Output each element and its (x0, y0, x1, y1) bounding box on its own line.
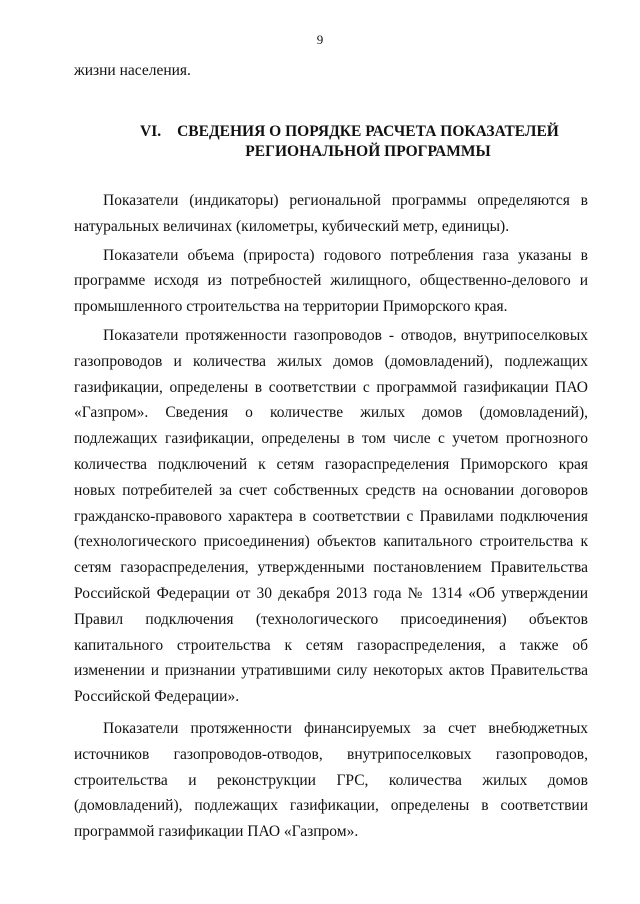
paragraph-extrabudgetary: Показатели протяженности финансируемых за счет внебюджетных источников газопроводов-отводов, внутрипоселковых газопроводов, строительства и реконструкции ГРС, количества жилых домов (домовладений), подлежащих газификации, определены в соответствии программой газификации ПАО «Газпром». (74, 719, 588, 841)
section-number: VI. (140, 123, 162, 140)
paragraph-pipeline-length: Показатели протяженности газопроводов - отводов, внутрипоселковых газопроводов и количества жилых домов (домовладений), подлежащих газификации, определены в соответствии с программой газификации ПАО «Газпром». Сведения о количестве жилых домов (домовладений), подлежащих газификации, определены в том числе с учетом прогнозного количества подключений к сетям газораспределения Приморского края новых потребителей за счет собственных средств на основании договоров гражданско-правового характера в соответствии с Правилами подключения (технологического присоединения) объектов капитального строительства к сетям газораспределения, утвержденными постановлением Правительства Российской Федерации от 30 декабря 2013 года № 1314 «Об утверждении Правил подключения (технологического присоединения) объектов капитального строительства к сетям газораспределения, а также об изменении и признании утратившими силу некоторых актов Правительства Российской Федерации». (74, 326, 588, 706)
paragraph-gas-consumption: Показатели объема (прироста) годового потребления газа указаны в программе исходя из потребностей жилищного, общественно-делового и промышленного строительства на территории Приморского края. (74, 246, 588, 316)
section-title: СВЕДЕНИЯ О ПОРЯДКЕ РАСЧЕТА ПОКАЗАТЕЛЕЙ РЕГИОНАЛЬНОЙ ПРОГРАММЫ (177, 123, 559, 160)
page-number: 9 (316, 32, 324, 47)
continuation-text: жизни населения. (74, 62, 191, 79)
section-heading (140, 122, 560, 162)
body-text (74, 188, 588, 845)
paragraph-indicators: Показатели (индикаторы) региональной программы определяются в натуральных величинах (километры, кубический метр, единицы). (74, 192, 588, 235)
